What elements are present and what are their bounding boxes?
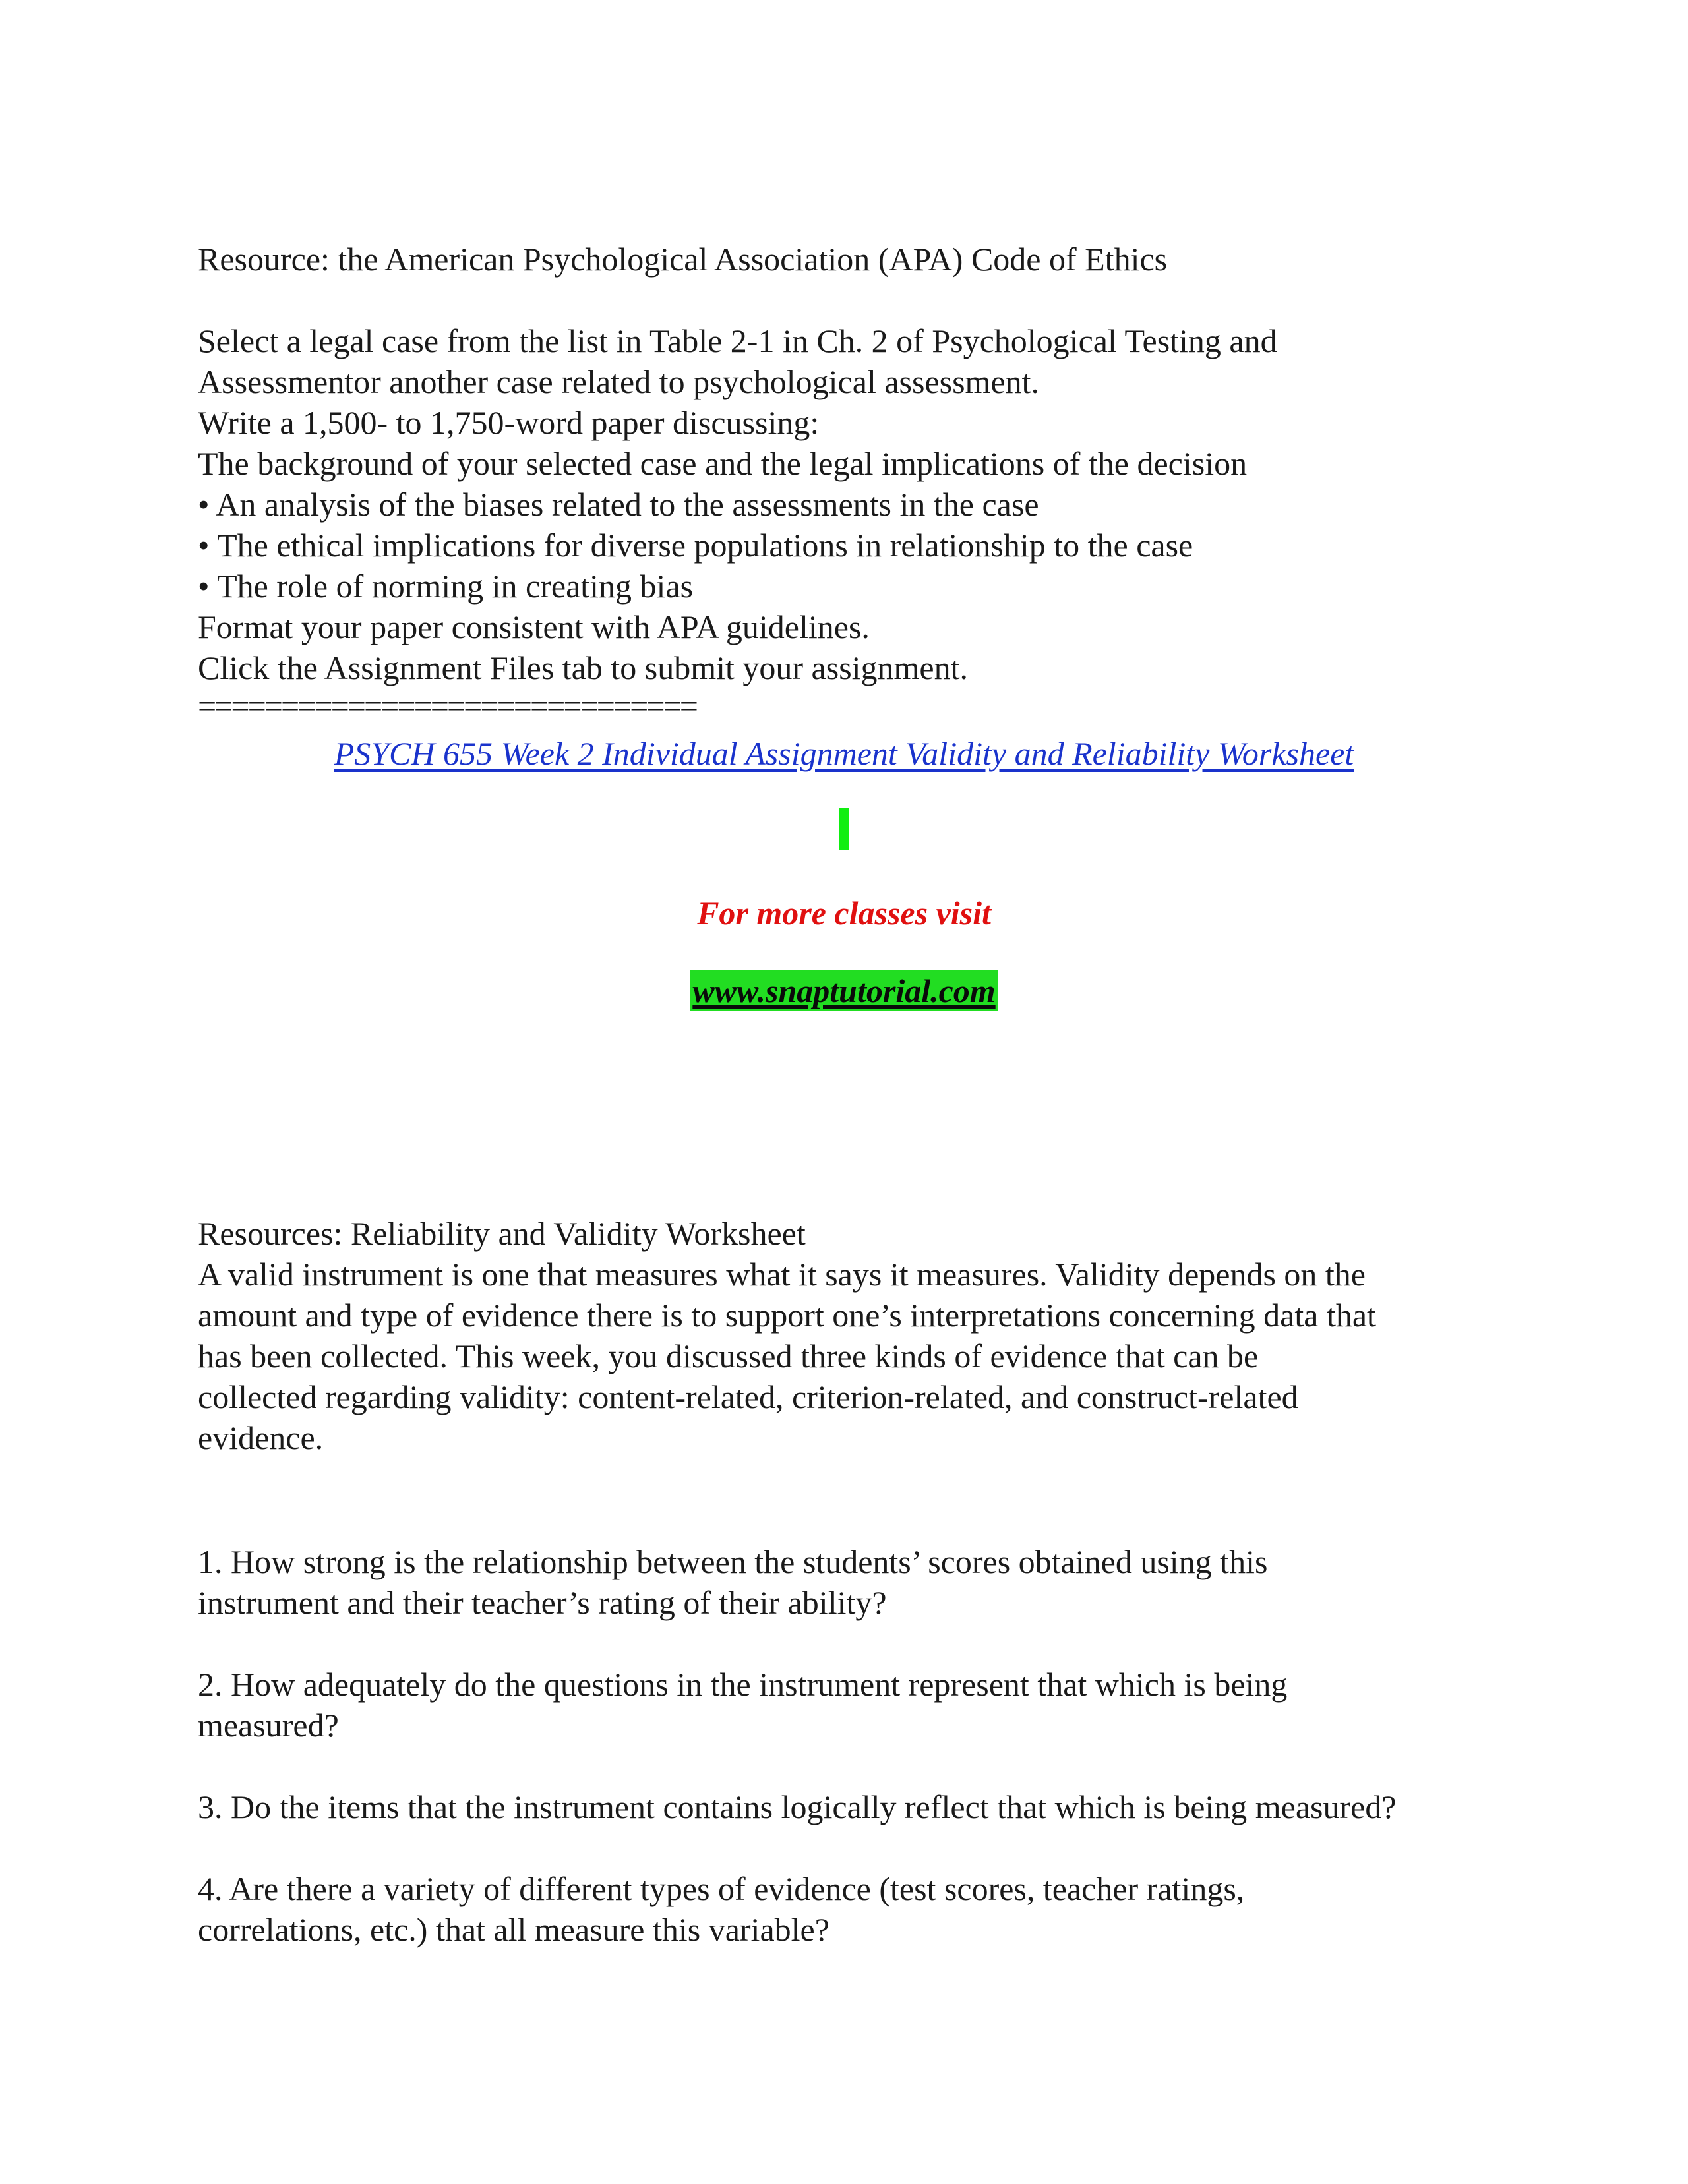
divider: ============================== [198,688,696,724]
site-link-row [0,970,1688,1011]
question-4-cont: correlations, etc.) that all measure this variable? [198,1911,829,1948]
instruction-line: Assessmentor another case related to psychological assessment. [198,363,1040,400]
assignment-link-row [0,733,1688,782]
instruction-line: Write a 1,500- to 1,750-word paper discussing: [198,404,820,441]
resources-heading: Resources: Reliability and Validity Worksheet [198,1215,806,1252]
paragraph-line: evidence. [198,1419,324,1456]
site-link[interactable]: www.snaptutorial.com [690,970,998,1011]
paragraph-line: has been collected. This week, you discussed three kinds of evidence that can be [198,1338,1259,1374]
instruction-line: Select a legal case from the list in Table 2-1 in Ch. 2 of Psychological Testing and [198,322,1277,359]
question-2: 2. How adequately do the questions in the instrument represent that which is being [198,1666,1288,1703]
bullet-item: • The ethical implications for diverse populations in relationship to the case [198,527,1193,564]
promo-text: For more classes visit [697,895,991,931]
bullet-item: • The role of norming in creating bias [198,568,694,605]
question-3: 3. Do the items that the instrument contains logically reflect that which is being measured? [198,1788,1397,1825]
instruction-line: Click the Assignment Files tab to submit your assignment. [198,649,969,686]
paragraph-line: amount and type of evidence there is to support one’s interpretations concerning data that [198,1297,1376,1334]
question-4: 4. Are there a variety of different types of evidence (test scores, teacher ratings, [198,1870,1245,1907]
promo-row [0,893,1688,942]
resource-line: Resource: the American Psychological Association (APA) Code of Ethics [198,241,1168,278]
assignment-link[interactable]: PSYCH 655 Week 2 Individual Assignment Validity and Reliability Worksheet [334,735,1354,772]
paragraph-line: A valid instrument is one that measures what it says it measures. Validity depends on the [198,1256,1366,1293]
question-1: 1. How strong is the relationship between the students’ scores obtained using this [198,1543,1268,1580]
question-1-cont: instrument and their teacher’s rating of their ability? [198,1584,887,1621]
question-2-cont: measured? [198,1707,339,1744]
instruction-line: Format your paper consistent with APA guidelines. [198,608,870,645]
bullet-item: • An analysis of the biases related to the assessments in the case [198,486,1039,523]
instruction-line: The background of your selected case and the legal implications of the decision [198,445,1248,482]
green-marker [839,808,849,850]
paragraph-line: collected regarding validity: content-related, criterion-related, and construct-related [198,1378,1298,1415]
